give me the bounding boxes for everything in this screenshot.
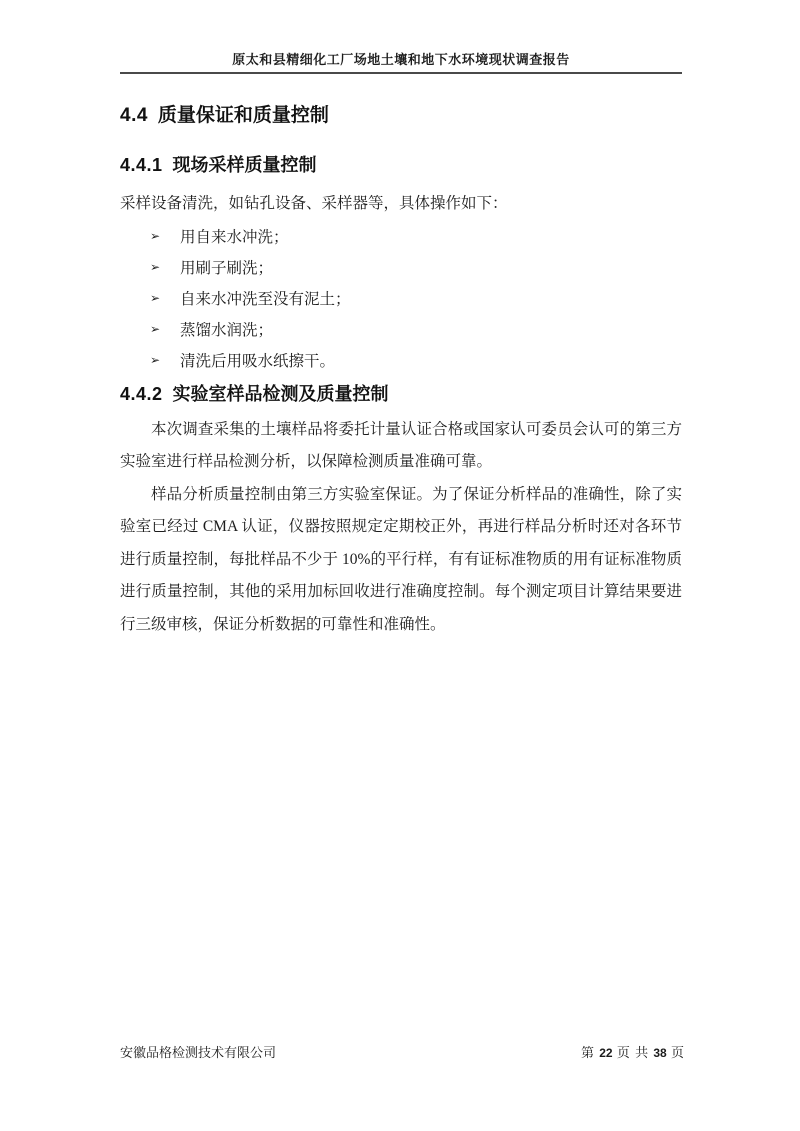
list-item-text: 用自来水冲洗；	[180, 228, 289, 246]
arrow-bullet-icon: ➢	[150, 290, 161, 305]
total-pages-number: 38	[653, 1046, 667, 1060]
section-title: 现场采样质量控制	[172, 154, 317, 175]
list-item-text: 自来水冲洗至没有泥土；	[180, 290, 351, 308]
section-number: 4.4	[120, 105, 148, 126]
page-indicator	[581, 1042, 685, 1061]
section-number: 4.4.2	[120, 384, 163, 405]
intro-paragraph: 采样设备清洗，如钻孔设备、采样器等，具体操作如下：	[120, 195, 508, 213]
arrow-bullet-icon: ➢	[150, 228, 161, 243]
list-item	[150, 313, 682, 344]
list-item	[150, 220, 682, 251]
list-item	[150, 344, 682, 375]
page-label-prefix: 第	[580, 1045, 595, 1060]
section-heading-4-4	[120, 105, 682, 128]
section-title: 实验室样品检测及质量控制	[172, 384, 389, 405]
page-header	[120, 0, 682, 74]
page-label-mid: 页 共	[616, 1045, 650, 1060]
list-item	[150, 251, 682, 282]
page-label-suffix: 页	[670, 1045, 685, 1060]
list-item-text: 清洗后用吸水纸擦干。	[180, 352, 336, 370]
page-footer	[120, 1042, 685, 1061]
report-title: 原太和县精细化工厂场地土壤和地下水环境现状调查报告	[232, 52, 570, 67]
arrow-bullet-icon: ➢	[150, 259, 161, 274]
current-page-number: 22	[599, 1046, 613, 1060]
list-item-text: 用刷子刷洗；	[180, 259, 274, 277]
cleaning-steps-list	[120, 220, 682, 375]
list-item	[150, 282, 682, 313]
arrow-bullet-icon: ➢	[150, 352, 161, 367]
body-paragraph-2: 样品分析质量控制由第三方实验室保证。为了保证分析样品的准确性，除了实验室已经过 CMA 认证，仪器按照规定定期校正外，再进行样品分析时还对各环节进行质量控制，每批样品不少于 10%的平行样，有有证标准物质的用有证标准物质进行质量控制，其他的采用加标回收进行准确度控制。每个测定项目计算结果要进行三级审核，保证分析数据的可靠性和准确性。	[120, 485, 682, 633]
section-heading-4-4-1	[120, 155, 682, 177]
list-item-text: 蒸馏水润洗；	[180, 321, 274, 339]
section-number: 4.4.1	[120, 154, 163, 175]
document-body	[120, 74, 682, 641]
company-name: 安徽品格检测技术有限公司	[120, 1045, 277, 1060]
body-paragraph-1: 本次调查采集的土壤样品将委托计量认证合格或国家认可委员会认可的第三方实验室进行样品检测分析，以保障检测质量准确可靠。	[120, 420, 682, 471]
arrow-bullet-icon: ➢	[150, 321, 161, 336]
section-title: 质量保证和质量控制	[157, 105, 329, 126]
section-heading-4-4-2	[120, 384, 682, 406]
